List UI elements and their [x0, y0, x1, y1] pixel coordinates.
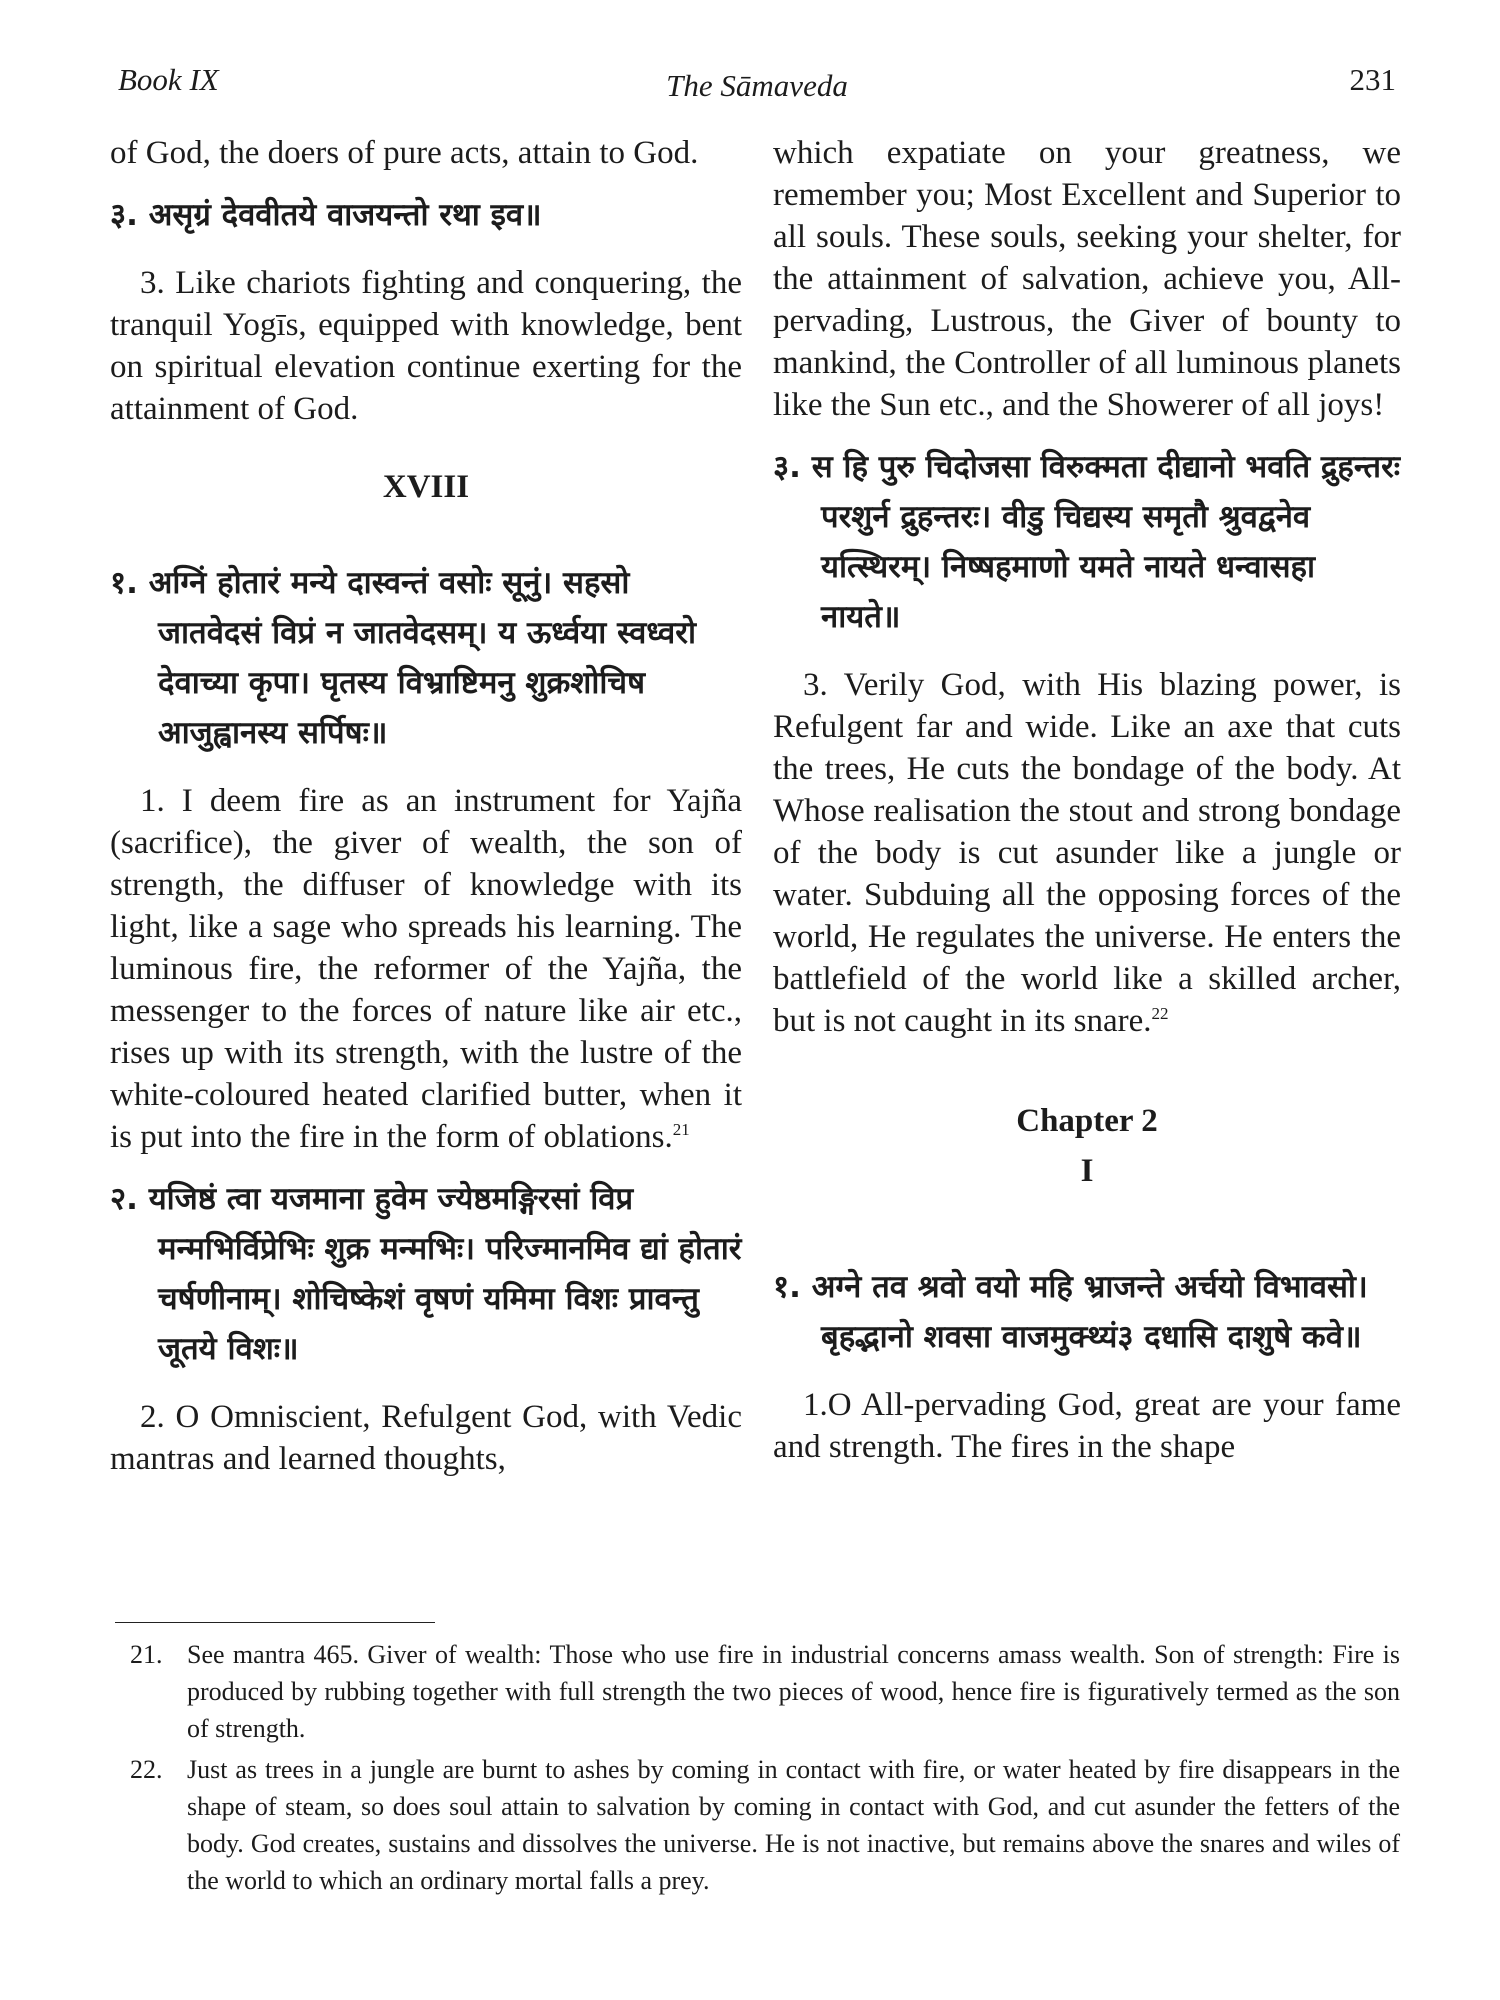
footnote-text: See mantra 465. Giver of wealth: Those who use fire in industrial concerns amass wealth. Son of strength: Fire is produced by rubbing together with full strength the two pieces of wood, hence fire is figuratively termed as the son of strength.	[187, 1640, 1400, 1743]
translation-paragraph	[110, 780, 742, 1158]
page-number: 231	[1349, 62, 1396, 97]
footnote-ref[interactable]: 22	[1151, 1004, 1169, 1023]
translation-paragraph: 1.O All-pervading God, great are your fame and strength. The fires in the shape	[773, 1387, 1401, 1465]
sanskrit-mantra: २. यजिष्ठं त्वा यजमाना हुवेम ज्येष्ठमङ्गिरसां विप्र मन्मभिर्विप्रेभिः शुक्र मन्मभिः। परिज्मानमिव द्यां होतारं चर्षणीनाम्। शोचिष्केशं वृषणं यमिमा विशः प्रावन्तु जूतये विशः॥	[110, 1181, 742, 1367]
translation-paragraph: 2. O Omniscient, Refulgent God, with Vedic mantras and learned thoughts,	[110, 1399, 742, 1477]
sanskrit-mantra: १. अग्निं होतारं मन्ये दास्वन्तं वसोः सूनुं। सहसो जातवेदसं विप्रं न जातवेदसम्। य ऊर्ध्वया स्वध्वरो देवाच्या कृपा। घृतस्य विभ्राष्टिमनु शुक्रशोचिष आजुह्वानस्य सर्पिषः॥	[110, 565, 696, 751]
book-label: Book IX	[118, 62, 219, 97]
paragraph-continuation: which expatiate on your greatness, we remember you; Most Excellent and Superior to all souls. These souls, seeking your shelter, for the attainment of salvation, achieve you, All-pervading, Lustrous, the Giver of bounty to mankind, the Controller of all luminous planets like the Sun etc., and the Showerer of all joys!	[773, 135, 1401, 423]
paragraph-text: 3. Verily God, with His blazing power, is Refulgent far and wide. Like an axe that cuts the trees, He cuts the bondage of the body. At Whose realisation the stout and strong bondage of the body is cut asunder like a jungle or water. Subduing all the opposing forces of the world, He regulates the universe. He enters the battlefield of the world like a skilled archer, but is not caught in its snare.	[773, 667, 1401, 1039]
footnote-number: 22.	[130, 1755, 163, 1784]
footnote	[115, 1636, 1400, 1747]
footnote-text: Just as trees in a jungle are burnt to ashes by coming in contact with fire, or water heated by fire disappears in the shape of steam, so does soul attain to salvation by coming in contact with God, and cut asunder the fetters of the body. God creates, sustains and dissolves the universe. He is not inactive, but remains above the snares and wiles of the world to which an ordinary mortal falls a prey.	[187, 1755, 1400, 1895]
chapter-heading: Chapter 2	[1016, 1103, 1158, 1139]
paragraph-continuation: of God, the doers of pure acts, attain to God.	[110, 135, 699, 171]
paragraph-text: 1. I deem fire as an instrument for Yajña (sacrifice), the giver of wealth, the son of strength, the diffuser of knowledge with its light, like a sage who spreads his learning. The luminous fire, the reformer of the Yajña, the messenger to the forces of nature like air etc., rises up with its strength, with the lustre of the white-coloured heated clarified butter, when it is put into the fire in the form of oblations.	[110, 783, 742, 1155]
translation-paragraph: 3. Like chariots fighting and conquering, the tranquil Yogīs, equipped with knowledge, bent on spiritual elevation continue exerting for the attainment of God.	[110, 265, 742, 427]
sanskrit-mantra: ३. असृग्रं देववीतये वाजयन्तो रथा इव॥	[110, 197, 542, 233]
footnote-ref[interactable]: 21	[672, 1120, 690, 1139]
section-heading: XVIII	[382, 469, 470, 505]
sanskrit-mantra: ३. स हि पुरु चिदोजसा विरुक्मता दीद्यानो भवति द्रुहन्तरः परशुर्न द्रुहन्तरः। वीडु चिद्यस्य समृतौ श्रुवद्वनेव यत्स्थिरम्। निष्षहमाणो यमते नायते धन्वासहा नायते॥	[773, 449, 1401, 635]
page-header	[118, 62, 1396, 112]
right-column	[773, 132, 1401, 1484]
sanskrit-mantra: १. अग्ने तव श्रवो वयो महि भ्राजन्ते अर्चयो विभावसो। बृहद्भानो शवसा वाजमुक्थ्यं३ दधासि दाशुषे कवे॥	[773, 1269, 1368, 1355]
running-title: The Sāmaveda	[666, 68, 848, 103]
footnote-divider	[115, 1622, 435, 1623]
footnote-number: 21.	[130, 1640, 163, 1669]
footnote	[115, 1751, 1400, 1899]
section-heading: I	[1080, 1153, 1094, 1189]
translation-paragraph	[773, 664, 1401, 1042]
left-column	[110, 132, 742, 1496]
footnotes	[115, 1636, 1400, 1903]
